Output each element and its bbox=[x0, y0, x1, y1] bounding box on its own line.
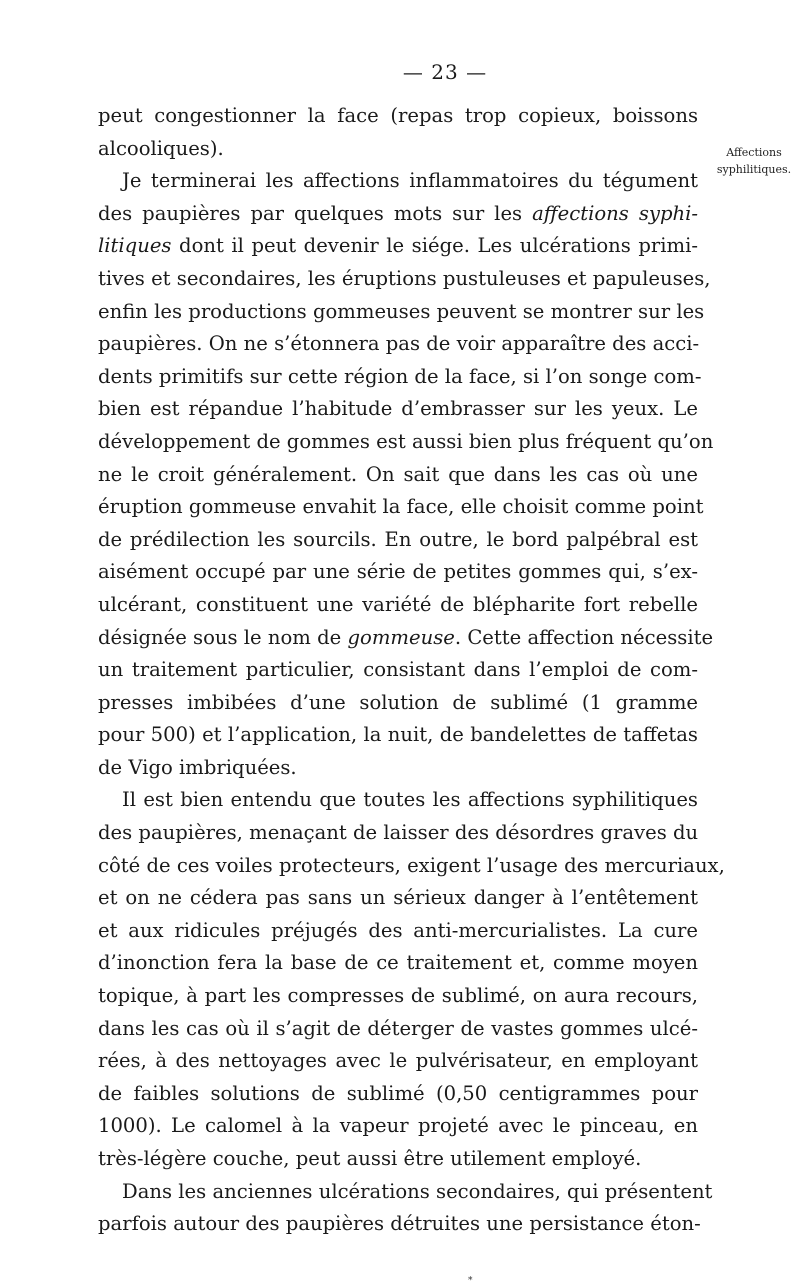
body-text bbox=[98, 100, 725, 1241]
text-line bbox=[98, 263, 711, 296]
text-line bbox=[98, 459, 698, 492]
text-segment: peut congestionner la face (repas trop copieux, boissons bbox=[98, 104, 698, 127]
text-line bbox=[98, 589, 698, 622]
text-line bbox=[98, 165, 698, 198]
text-line bbox=[98, 1078, 698, 1111]
text-segment: éruption gommeuse envahit la face, elle choisit comme point bbox=[98, 495, 704, 519]
text-line bbox=[98, 980, 698, 1013]
text-segment: parfois autour des paupières détruites une persistance éton- bbox=[98, 1212, 701, 1236]
text-segment: désignée sous le nom de bbox=[98, 625, 348, 649]
text-segment: de faibles solutions de sublimé (0,50 centigrammes pour bbox=[98, 1081, 698, 1105]
text-line bbox=[98, 556, 698, 589]
text-line bbox=[98, 1143, 698, 1176]
text-segment: un traitement particulier, consistant dans l’emploi de com- bbox=[98, 658, 698, 682]
text-segment: des paupières, menaçant de laisser des désordres graves du bbox=[98, 821, 699, 845]
text-line bbox=[98, 915, 698, 948]
text-segment: paupières. On ne s’étonnera pas de voir apparaître des acci- bbox=[98, 332, 700, 356]
text-line bbox=[98, 850, 725, 883]
text-segment: de Vigo imbriquées. bbox=[98, 755, 297, 779]
text-line bbox=[98, 719, 698, 752]
text-line bbox=[98, 393, 698, 426]
text-segment: dents primitifs sur cette région de la face, si l’on songe com- bbox=[98, 364, 702, 388]
italic-term: affections syphi- bbox=[532, 201, 699, 225]
text-line bbox=[98, 328, 698, 361]
text-segment: presses imbibées d’une solution de sublimé (1 gramme bbox=[98, 690, 698, 714]
text-segment: et on ne cédera pas sans un sérieux danger à l’entêtement bbox=[98, 886, 698, 910]
signature-mark: * bbox=[468, 1276, 473, 1286]
text-line bbox=[98, 1176, 713, 1209]
text-segment: Il est bien entendu que toutes les affections syphilitiques bbox=[122, 788, 698, 812]
text-line bbox=[98, 882, 698, 915]
text-segment: dont il peut devenir le siége. Les ulcérations primi- bbox=[171, 234, 698, 258]
text-line bbox=[98, 817, 698, 850]
text-line bbox=[98, 198, 698, 231]
text-line bbox=[98, 133, 698, 166]
text-line bbox=[98, 230, 698, 263]
text-segment: rées, à des nettoyages avec le pulvérisateur, en employant bbox=[98, 1049, 698, 1073]
text-segment: tives et secondaires, les éruptions pustuleuses et papuleuses, bbox=[98, 266, 711, 290]
text-segment: Je terminerai les affections inflammatoires du tégument bbox=[122, 169, 698, 193]
text-segment: dans les cas où il s’agit de déterger de vastes gommes ulcé- bbox=[98, 1016, 698, 1040]
margin-note-line-2: syphilitiques. bbox=[716, 163, 792, 176]
text-segment: de prédilection les sourcils. En outre, le bord palpébral est bbox=[98, 527, 698, 551]
text-line bbox=[98, 1013, 698, 1046]
text-segment: des paupières par quelques mots sur les bbox=[98, 201, 533, 225]
text-segment: d’inonction fera la base de ce traitement et, comme moyen bbox=[98, 951, 698, 975]
margin-note bbox=[712, 144, 796, 178]
text-segment: enfin les productions gommeuses peuvent se montrer sur les bbox=[98, 299, 705, 323]
text-segment: alcooliques). bbox=[98, 136, 224, 160]
text-line bbox=[98, 622, 714, 655]
text-line bbox=[98, 752, 698, 785]
text-line bbox=[98, 784, 698, 817]
text-segment: et aux ridicules préjugés des anti-mercurialistes. La cure bbox=[98, 918, 698, 942]
text-line bbox=[98, 296, 705, 329]
italic-term: litiques bbox=[98, 234, 172, 258]
text-segment: pour 500) et l’application, la nuit, de bandelettes de taffetas bbox=[98, 723, 698, 747]
text-line bbox=[98, 100, 698, 133]
text-segment: 1000). Le calomel à la vapeur projeté avec le pinceau, en bbox=[98, 1114, 698, 1138]
text-segment: ne le croit généralement. On sait que dans les cas où une bbox=[98, 462, 698, 486]
text-segment: côté de ces voiles protecteurs, exigent l’usage des mercuriaux, bbox=[98, 853, 725, 877]
text-line bbox=[98, 654, 698, 687]
text-line bbox=[98, 1110, 698, 1143]
text-segment: ulcérant, constituent une variété de blépharite fort rebelle bbox=[98, 592, 698, 616]
text-segment: topique, à part les compresses de sublimé, on aura recours, bbox=[98, 984, 698, 1008]
italic-term: gommeuse bbox=[347, 625, 455, 649]
text-segment: bien est répandue l’habitude d’embrasser sur les yeux. Le bbox=[98, 397, 698, 421]
text-line bbox=[98, 361, 702, 394]
text-segment: très-légère couche, peut aussi être utilement employé. bbox=[98, 1147, 642, 1170]
margin-note-line-1: Affections bbox=[726, 146, 782, 159]
text-line bbox=[98, 687, 698, 720]
text-segment: . Cette affection nécessite bbox=[454, 625, 714, 649]
text-segment: Dans les anciennes ulcérations secondaires, qui présentent bbox=[122, 1179, 713, 1203]
text-segment: développement de gommes est aussi bien plus fréquent qu’on bbox=[98, 429, 714, 453]
text-line bbox=[98, 1208, 701, 1241]
page-number: — 23 — bbox=[402, 60, 488, 84]
text-line bbox=[98, 1045, 698, 1078]
text-line bbox=[98, 524, 698, 557]
text-line bbox=[98, 426, 714, 459]
text-line bbox=[98, 491, 704, 524]
text-line bbox=[98, 947, 698, 980]
text-segment: aisément occupé par une série de petites gommes qui, s’ex- bbox=[98, 560, 698, 584]
